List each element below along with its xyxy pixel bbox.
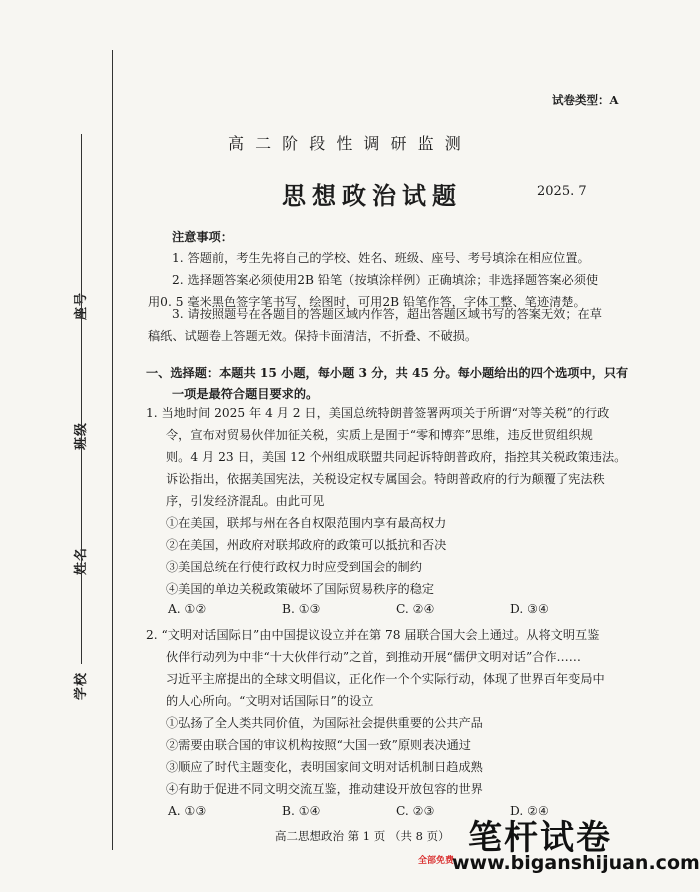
watermark-url[interactable]: www.biganshijuan.com xyxy=(452,852,700,874)
section-heading-2: 一项是最符合题目要求的。 xyxy=(172,387,319,401)
q1-option-c[interactable]: C. ②④ xyxy=(396,602,435,616)
school-blank[interactable] xyxy=(81,514,82,664)
q2-stem-3: 习近平主席提出的全球文明倡议，正化作一个个实际行动，体现了世界百年变局中 xyxy=(166,672,605,686)
q2-item-1: ①弘扬了全人类共同价值，为国际社会提供重要的公共产品 xyxy=(166,716,483,730)
q1-stem-2: 令，宣布对贸易伙伴加征关税，实质上是囿于“零和博弈”思维，违反世贸组织规 xyxy=(166,428,593,442)
section-heading-1: 一、选择题：本题共 15 小题，每小题 3 分，共 45 分。每小题给出的四个选项中，只有 xyxy=(146,366,629,380)
name-label: 姓名 xyxy=(74,546,89,575)
q2-stem-4: 的人心所向。“文明对话国际日”的设立 xyxy=(166,694,374,708)
note-line-1: 1. 答题前，考生先将自己的学校、姓名、班级、座号、考号填涂在相应位置。 xyxy=(172,251,590,265)
q1-stem-5: 序，引发经济混乱。由此可见 xyxy=(166,494,325,508)
q1-options xyxy=(168,598,624,620)
watermark-brand: 笔杆试卷 xyxy=(468,818,612,858)
school-field xyxy=(70,514,89,700)
q1-stem-1: 1. 当地时间 2025 年 4 月 2 日，美国总统特朗普签署两项关于所谓“对等关税”的行政 xyxy=(146,406,610,420)
q2-stem-1: 2. “文明对话国际日”由中国提议设立并在第 78 届联合国大会上通过。从将文明互鉴 xyxy=(146,628,600,642)
school-label: 学校 xyxy=(74,671,89,700)
page-footer: 高二思想政治 第 1 页 （共 8 页） xyxy=(275,829,450,843)
note-line-4: 3. 请按照题号在各题目的答题区域内作答，超出答题区域书写的答案无效；在草 xyxy=(172,307,602,321)
q1-option-d[interactable]: D. ③④ xyxy=(510,602,549,616)
q1-item-4: ④美国的单边关税政策破坏了国际贸易秩序的稳定 xyxy=(166,582,435,596)
page-title: 思想政治试题 xyxy=(282,181,462,210)
exam-date: 2025. 7 xyxy=(537,184,587,199)
q2-option-c[interactable]: C. ②③ xyxy=(396,804,435,818)
q2-item-2: ②需要由联合国的审议机构按照“大国一致”原则表决通过 xyxy=(166,738,471,752)
q1-stem-3: 则。4 月 23 日，美国 12 个州组成联盟共同起诉特朗普政府，指控其关税政策违法。 xyxy=(166,450,627,464)
note-line-2: 2. 选择题答案必须使用2B 铅笔（按填涂样例）正确填涂；非选择题答案必须使 xyxy=(172,273,599,287)
q1-stem-4: 诉讼指出，依据美国宪法，关税设定权专属国会。特朗普政府的行为颠覆了宪法秩 xyxy=(166,472,605,486)
q2-option-d[interactable]: D. ②④ xyxy=(510,804,549,818)
q2-option-a[interactable]: A. ①③ xyxy=(168,804,207,818)
watermark-tag: 全部免费 xyxy=(418,856,455,866)
note-line-5: 稿纸、试题卷上答题无效。保持卡面清洁，不折叠、不破损。 xyxy=(148,329,478,343)
q1-option-a[interactable]: A. ①② xyxy=(168,602,207,616)
binding-line xyxy=(112,50,113,850)
seat-label: 座号 xyxy=(74,291,89,320)
q2-item-4: ④有助于促进不同文明交流互鉴，推动建设开放包容的世界 xyxy=(166,782,483,796)
page-subtitle: 高 二 阶 段 性 调 研 监 测 xyxy=(228,134,464,153)
q2-item-3: ③顺应了时代主题变化，表明国家间文明对话机制日趋成熟 xyxy=(166,760,483,774)
q2-stem-2: 伙伴行动列为中非“十大伙伴行动”之首，到推动开展“儒伊文明对话”合作…… xyxy=(166,650,581,664)
q1-item-1: ①在美国，联邦与州在各自权限范围内享有最高权力 xyxy=(166,516,447,530)
seat-blank[interactable] xyxy=(81,134,82,284)
notes-heading: 注意事项： xyxy=(172,230,233,244)
q1-item-3: ③美国总统在行使行政权力时应受到国会的制约 xyxy=(166,560,422,574)
paper-type: 试卷类型：A xyxy=(552,93,619,107)
q1-option-b[interactable]: B. ①③ xyxy=(282,602,321,616)
q2-option-b[interactable]: B. ①④ xyxy=(282,804,321,818)
note-line-3: 用0. 5 毫米黑色签字笔书写，绘图时，可用2B 铅笔作答，字体工整、笔迹清楚。 xyxy=(148,295,586,309)
class-label: 班级 xyxy=(74,421,89,450)
q1-item-2: ②在美国，州政府对联邦政府的政策可以抵抗和否决 xyxy=(166,538,447,552)
